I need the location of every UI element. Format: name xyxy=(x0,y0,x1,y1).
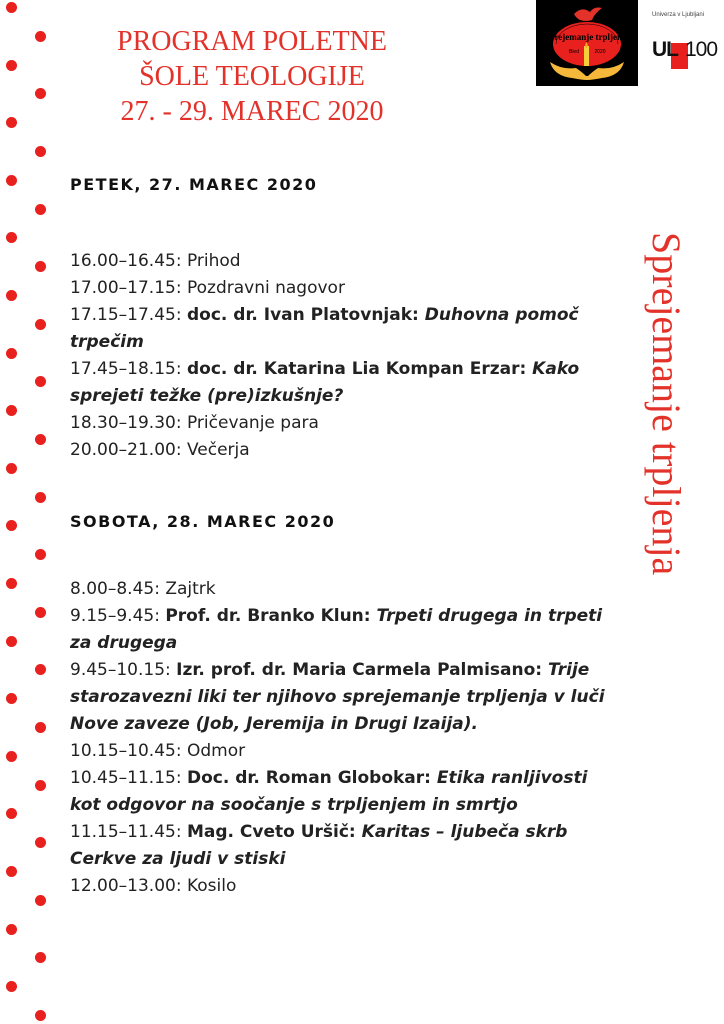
side-title-text: Sprejemanje trpljenja xyxy=(644,232,689,576)
decorative-dot xyxy=(6,117,17,128)
decorative-dot xyxy=(6,520,17,531)
decorative-dot xyxy=(35,895,46,906)
decorative-dot xyxy=(35,146,46,157)
item-speaker: doc. dr. Katarina Lia Kompan Erzar: xyxy=(186,359,533,379)
university-number: 100 xyxy=(685,38,718,61)
item-time: 8.00–8.45: xyxy=(70,579,166,599)
item-speaker: doc. dr. Ivan Platovnjak: xyxy=(186,305,425,325)
decorative-dot xyxy=(6,463,17,474)
item-talk-title: Karitas – ljubeča skrb Cerkve za ljudi v stiski xyxy=(70,822,568,869)
decorative-dot xyxy=(35,319,46,330)
event-logo-graphic xyxy=(536,0,638,86)
decorative-dot xyxy=(35,492,46,503)
item-time: 9.45–10.15: xyxy=(70,660,177,680)
item-time: 20.00–21.00: xyxy=(70,440,187,460)
item-label: Pozdravni nagovor xyxy=(186,278,345,298)
item-time: 17.15–17.45: xyxy=(70,305,187,325)
decorative-dot xyxy=(35,837,46,848)
item-speaker: Izr. prof. dr. Maria Carmela Palmisano: xyxy=(176,660,549,680)
decorative-dot xyxy=(35,780,46,791)
decorative-dot xyxy=(35,31,46,42)
item-label: Odmor xyxy=(186,741,246,761)
decorative-dot xyxy=(35,1010,46,1021)
decorative-dot xyxy=(6,924,17,935)
title-line: ŠOLE TEOLOGIJE xyxy=(139,61,365,92)
item-talk-title: Kako sprejeti težke (pre)izkušnje? xyxy=(70,359,580,406)
friday-schedule xyxy=(70,248,610,464)
decorative-dot xyxy=(6,232,17,243)
item-label: Prihod xyxy=(186,251,241,271)
schedule-item xyxy=(70,603,610,657)
schedule-item xyxy=(70,873,610,900)
item-time: 12.00–13.00: xyxy=(70,876,187,896)
decorative-dot xyxy=(6,866,17,877)
saturday-schedule xyxy=(70,576,610,900)
decorative-dot xyxy=(6,348,17,359)
decorative-dot xyxy=(6,981,17,992)
decorative-dot xyxy=(35,722,46,733)
item-speaker: Mag. Cveto Uršič: xyxy=(186,822,362,842)
item-time: 17.00–17.15: xyxy=(70,278,187,298)
schedule-item xyxy=(70,657,610,738)
decorative-dot xyxy=(6,60,17,71)
item-time: 16.00–16.45: xyxy=(70,251,187,271)
decorative-dot xyxy=(35,376,46,387)
decorative-dot xyxy=(35,607,46,618)
decorative-dot xyxy=(6,578,17,589)
item-talk-title: Trpeti drugega in trpeti za drugega xyxy=(70,606,603,653)
day-heading-friday: PETEK, 27. MAREC 2020 xyxy=(70,175,318,194)
title-line: PROGRAM POLETNE xyxy=(117,26,387,57)
item-talk-title: Trije starozavezni liki ter njihovo sprejemanje trpljenja v luči Nove zaveze (Job, Jeremija in Drugi Izaija). xyxy=(70,660,605,734)
decorative-dot xyxy=(6,405,17,416)
decorative-dot xyxy=(6,693,17,704)
decorative-dot xyxy=(6,636,17,647)
event-logo-place: Bled xyxy=(568,49,580,55)
decorative-dot xyxy=(6,808,17,819)
university-mark: UL xyxy=(652,38,678,61)
decorative-dot xyxy=(35,88,46,99)
item-label: Pričevanje para xyxy=(186,413,319,433)
side-title xyxy=(641,232,691,672)
title-line: 27. - 29. MAREC 2020 xyxy=(120,96,384,127)
decorative-dot xyxy=(6,2,17,13)
item-time: 10.15–10.45: xyxy=(70,741,187,761)
decorative-dot xyxy=(35,434,46,445)
schedule-item xyxy=(70,437,610,464)
item-time: 10.45–11.15: xyxy=(70,768,187,788)
decorative-dot xyxy=(35,549,46,560)
day-heading-saturday: SOBOTA, 28. MAREC 2020 xyxy=(70,512,336,531)
schedule-item xyxy=(70,248,610,275)
schedule-item xyxy=(70,302,610,356)
schedule-item xyxy=(70,275,610,302)
item-time: 11.15–11.45: xyxy=(70,822,187,842)
decorative-dot xyxy=(35,952,46,963)
item-speaker: Prof. dr. Branko Klun: xyxy=(165,606,377,626)
event-logo xyxy=(536,0,638,86)
page-title xyxy=(80,24,424,129)
item-talk-title: Etika ranljivosti kot odgovor na soočanje s trpljenjem in smrtjo xyxy=(70,768,588,815)
item-speaker: Doc. dr. Roman Globokar: xyxy=(186,768,437,788)
schedule-item xyxy=(70,410,610,437)
schedule-item xyxy=(70,765,610,819)
university-caption: Univerza v Ljubljani xyxy=(652,12,705,18)
decorative-dot xyxy=(35,261,46,272)
schedule-item xyxy=(70,738,610,765)
item-label: Zajtrk xyxy=(165,579,216,599)
item-time: 18.30–19.30: xyxy=(70,413,187,433)
decorative-dot xyxy=(6,175,17,186)
university-logo xyxy=(648,6,722,76)
item-label: Večerja xyxy=(186,440,250,460)
item-time: 17.45–18.15: xyxy=(70,359,187,379)
decorative-dot-border xyxy=(0,0,60,1024)
event-logo-text: Sprejemanje trpljenja xyxy=(544,32,630,42)
item-talk-title: Duhovna pomoč trpečim xyxy=(70,305,579,352)
schedule-item xyxy=(70,819,610,873)
schedule-item xyxy=(70,576,610,603)
event-logo-year: 2020 xyxy=(594,49,606,55)
schedule-item xyxy=(70,356,610,410)
decorative-dot xyxy=(6,751,17,762)
decorative-dot xyxy=(35,204,46,215)
item-time: 9.15–9.45: xyxy=(70,606,166,626)
item-label: Kosilo xyxy=(186,876,237,896)
decorative-dot xyxy=(6,290,17,301)
decorative-dot xyxy=(35,664,46,675)
